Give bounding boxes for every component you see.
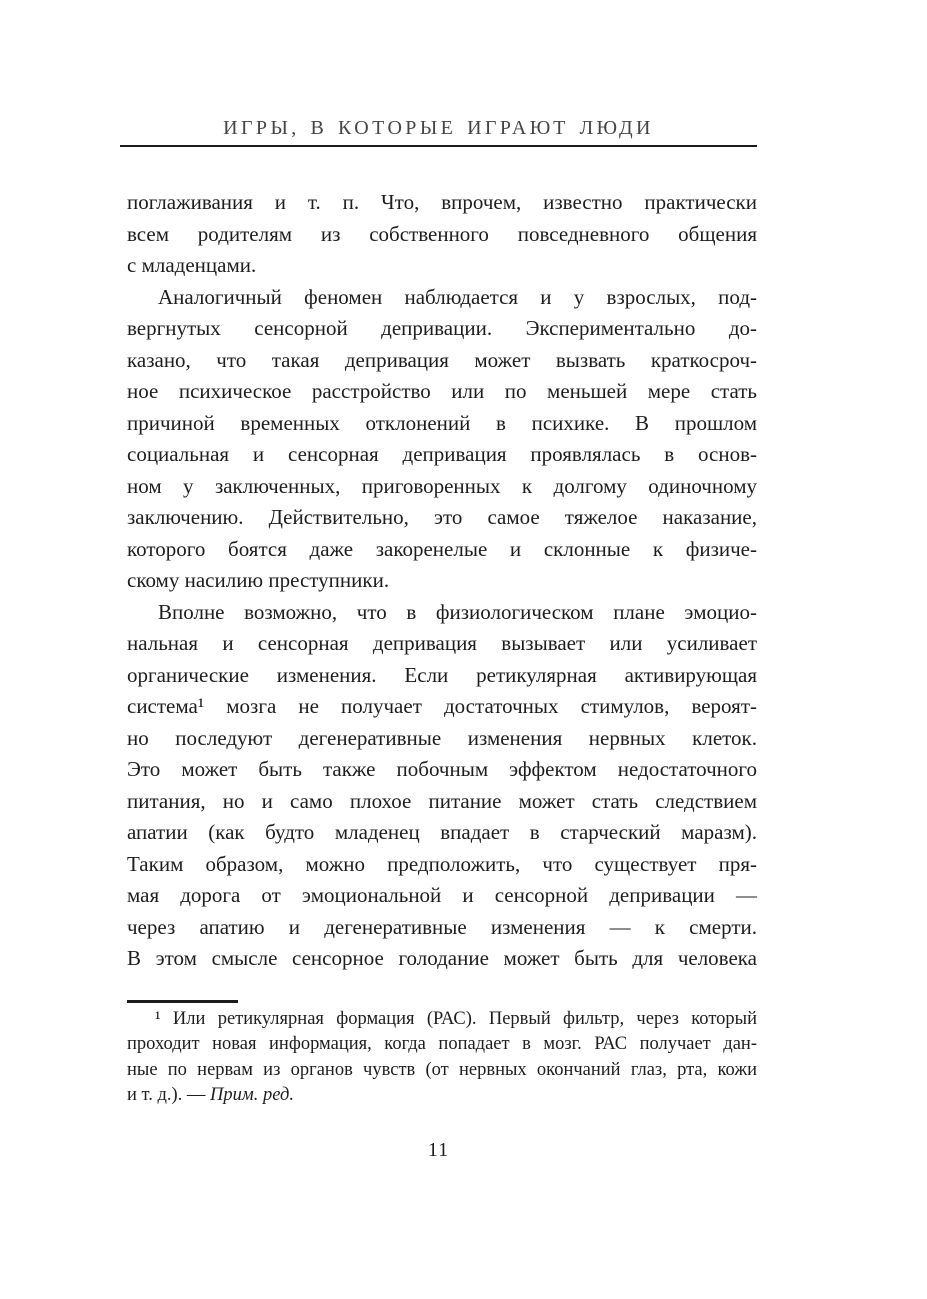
text-line: которого боятся даже закоренелые и склонные к физиче-	[127, 536, 757, 561]
footnote-text: и т. д.). —	[127, 1084, 211, 1105]
footnote-text: проходит новая информация, когда попадает в мозг. РАС получает дан-	[127, 1034, 757, 1055]
text-line: апатии (как будто младенец впадает в старческий маразм).	[127, 820, 757, 844]
text-line: мая дорога от эмоциональной и сенсорной депривации —	[127, 883, 757, 907]
header-rule	[120, 145, 757, 147]
footnote-text: ¹ Или ретикулярная формация (РАС). Первый фильтр, через который	[155, 1009, 757, 1029]
body-paragraph	[127, 597, 757, 975]
text-line: Это может быть также побочным эффектом недостаточного	[127, 757, 757, 781]
footnote-text: ные по нервам из органов чувств (от нервных окончаний глаз, рта, кожи	[127, 1059, 757, 1080]
footnote-rule	[127, 1000, 238, 1003]
text-line: социальная и сенсорная депривация проявлялась в основ-	[127, 442, 757, 466]
text-line: нальная и сенсорная депривация вызывает или усиливает	[127, 631, 757, 655]
footnote-line	[127, 1007, 757, 1032]
text-line: через апатию и дегенеративные изменения — к смерти.	[127, 914, 757, 939]
footnote-line	[127, 1058, 757, 1083]
text-line: система¹ мозга не получает достаточных стимулов, вероят-	[127, 694, 757, 718]
text-line: но последуют дегенеративные изменения нервных клеток.	[127, 725, 757, 750]
body-paragraph	[127, 187, 757, 282]
text-line: органические изменения. Если ретикулярная активирующая	[127, 662, 757, 687]
body-text	[127, 187, 757, 975]
text-line: Вполне возможно, что в физиологическом плане эмоцио-	[158, 599, 757, 624]
chapter-title: ИГРЫ, В КОТОРЫЕ ИГРАЮТ ЛЮДИ	[223, 117, 654, 139]
running-header	[120, 116, 757, 140]
text-line: вергнутых сенсорной депривации. Экспериментально до-	[127, 316, 757, 340]
text-line: причиной временных отклонений в психике. В прошлом	[127, 410, 757, 435]
footnote	[127, 1007, 757, 1108]
text-line: ном у заключенных, приговоренных к долгому одиночному	[127, 473, 757, 498]
text-line: с младенцами.	[127, 253, 257, 277]
text-line: заключению. Действительно, это самое тяжелое наказание,	[127, 505, 757, 529]
text-line: всем родителям из собственного повседневного общения	[127, 221, 757, 246]
text-line: ное психическое расстройство или по меньшей мере стать	[127, 379, 757, 403]
text-line: Таким образом, можно предположить, что существует пря-	[127, 851, 757, 876]
page-number: 11	[427, 1139, 450, 1161]
text-line: Аналогичный феномен наблюдается и у взрослых, под-	[158, 284, 757, 309]
text-line: питания, но и само плохое питание может стать следствием	[127, 788, 757, 813]
body-paragraph	[127, 282, 757, 597]
footnote-line	[127, 1032, 757, 1057]
footnote-line	[127, 1083, 757, 1108]
footnote-editor-note: Прим. ред.	[210, 1084, 294, 1105]
text-line: В этом смысле сенсорное голодание может быть для человека	[127, 946, 757, 970]
text-line: казано, что такая депривация может вызвать краткосроч-	[127, 347, 757, 372]
text-line: поглаживания и т. п. Что, впрочем, известно практически	[127, 190, 757, 214]
text-line: скому насилию преступники.	[127, 568, 390, 592]
